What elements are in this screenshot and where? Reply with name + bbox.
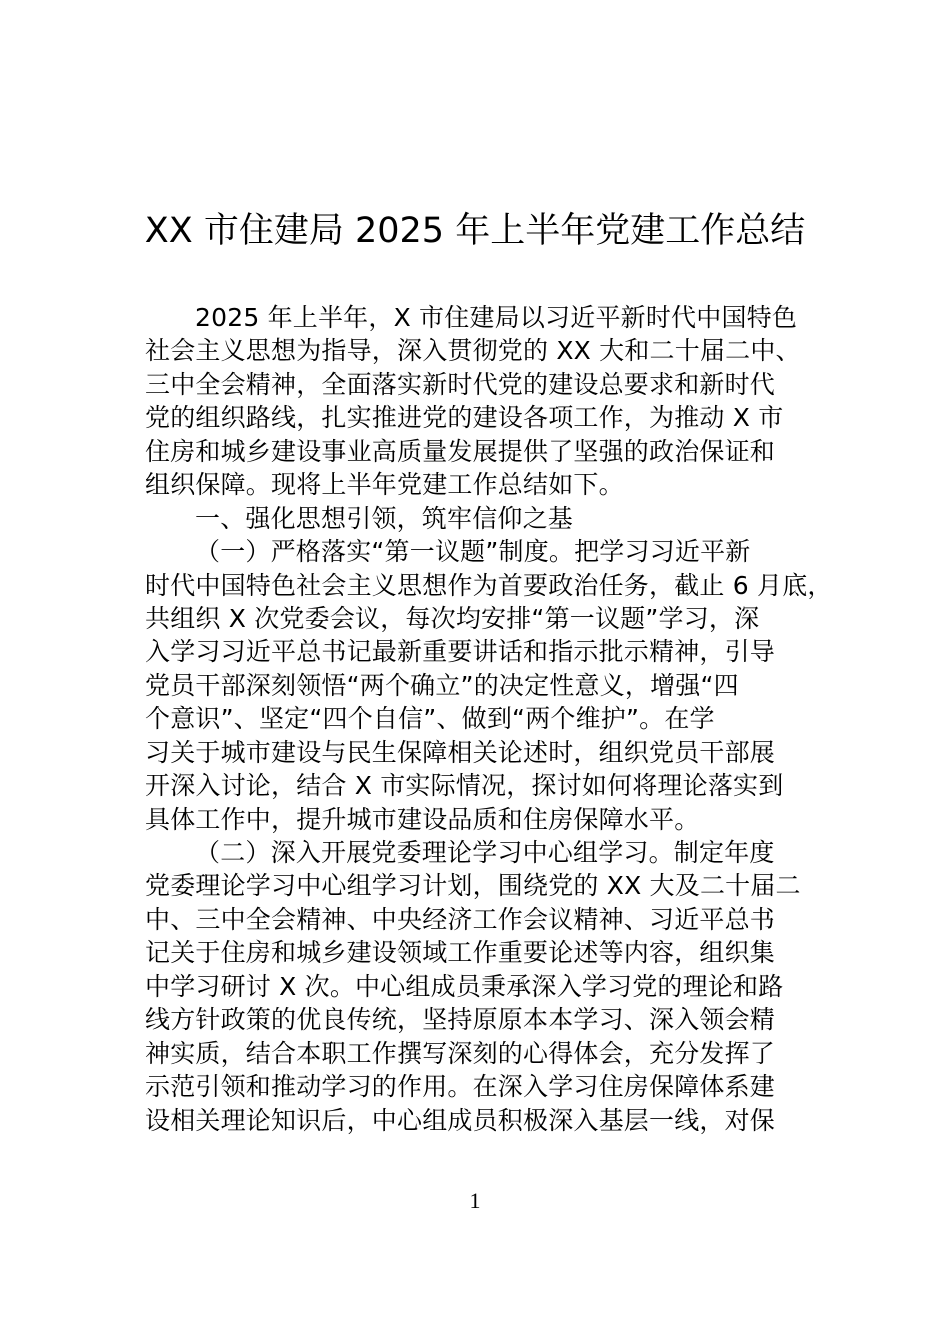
body-text-line: 示范引领和推动学习的作用。在深入学习住房保障体系建 xyxy=(145,1072,776,1102)
body-text-line: 党员干部深刻领悟“两个确立”的决定性意义，增强“四 xyxy=(145,670,739,700)
body-text-line: 习关于城市建设与民生保障相关论述时，组织党员干部展 xyxy=(145,737,776,767)
body-text-line: 共组织 X 次党委会议，每次均安排“第一议题”学习，深 xyxy=(145,603,760,633)
body-text-line: 住房和城乡建设事业高质量发展提供了坚强的政治保证和 xyxy=(145,436,776,466)
body-text-line: 2025 年上半年，X 市住建局以习近平新时代中国特色 xyxy=(195,303,798,332)
body-text-line: 入学习习近平总书记最新重要讲话和指示批示精神，引导 xyxy=(145,637,776,667)
body-text-line: 组织保障。现将上半年党建工作总结如下。 xyxy=(145,470,624,500)
document-title: XX 市住建局 2025 年上半年党建工作总结 xyxy=(144,211,806,251)
body-text-line: （二）深入开展党委理论学习中心组学习。制定年度 xyxy=(195,838,775,867)
document-body xyxy=(145,301,833,1137)
body-text-line: 设相关理论知识后，中心组成员积极深入基层一线，对保 xyxy=(145,1105,776,1135)
body-text-line: 三中全会精神，全面落实新时代党的建设总要求和新时代 xyxy=(145,369,776,399)
body-text-line: 中、三中全会精神、中央经济工作会议精神、习近平总书 xyxy=(145,904,776,934)
body-text-line: 一、强化思想引领，筑牢信仰之基 xyxy=(195,503,574,533)
body-text-line: 线方针政策的优良传统，坚持原原本本学习、深入领会精 xyxy=(145,1005,776,1035)
body-text-line: （一）严格落实“第一议题”制度。把学习习近平新 xyxy=(195,537,751,567)
body-text-line: 时代中国特色社会主义思想作为首要政治任务，截止 6 月底， xyxy=(145,570,833,600)
body-text-line: 开深入讨论，结合 X 市实际情况，探讨如何将理论落实到 xyxy=(145,771,784,801)
body-text-line: 党委理论学习中心组学习计划，围绕党的 XX 大及二十届二 xyxy=(145,871,801,901)
body-text-line: 神实质，结合本职工作撰写深刻的心得体会，充分发挥了 xyxy=(145,1038,776,1068)
body-text-line: 具体工作中，提升城市建设品质和住房保障水平。 xyxy=(145,804,700,834)
body-text-line: 中学习研讨 X 次。中心组成员秉承深入学习党的理论和路 xyxy=(145,971,784,1001)
body-text-line: 社会主义思想为指导，深入贯彻党的 XX 大和二十届二中、 xyxy=(145,336,801,366)
body-text-line: 个意识”、坚定“四个自信”、做到“两个维护”。在学 xyxy=(145,704,715,734)
page-number: 1 xyxy=(469,1188,481,1213)
body-text-line: 党的组织路线，扎实推进党的建设各项工作，为推动 X 市 xyxy=(145,403,784,433)
body-text-line: 记关于住房和城乡建设领域工作重要论述等内容，组织集 xyxy=(145,938,776,968)
